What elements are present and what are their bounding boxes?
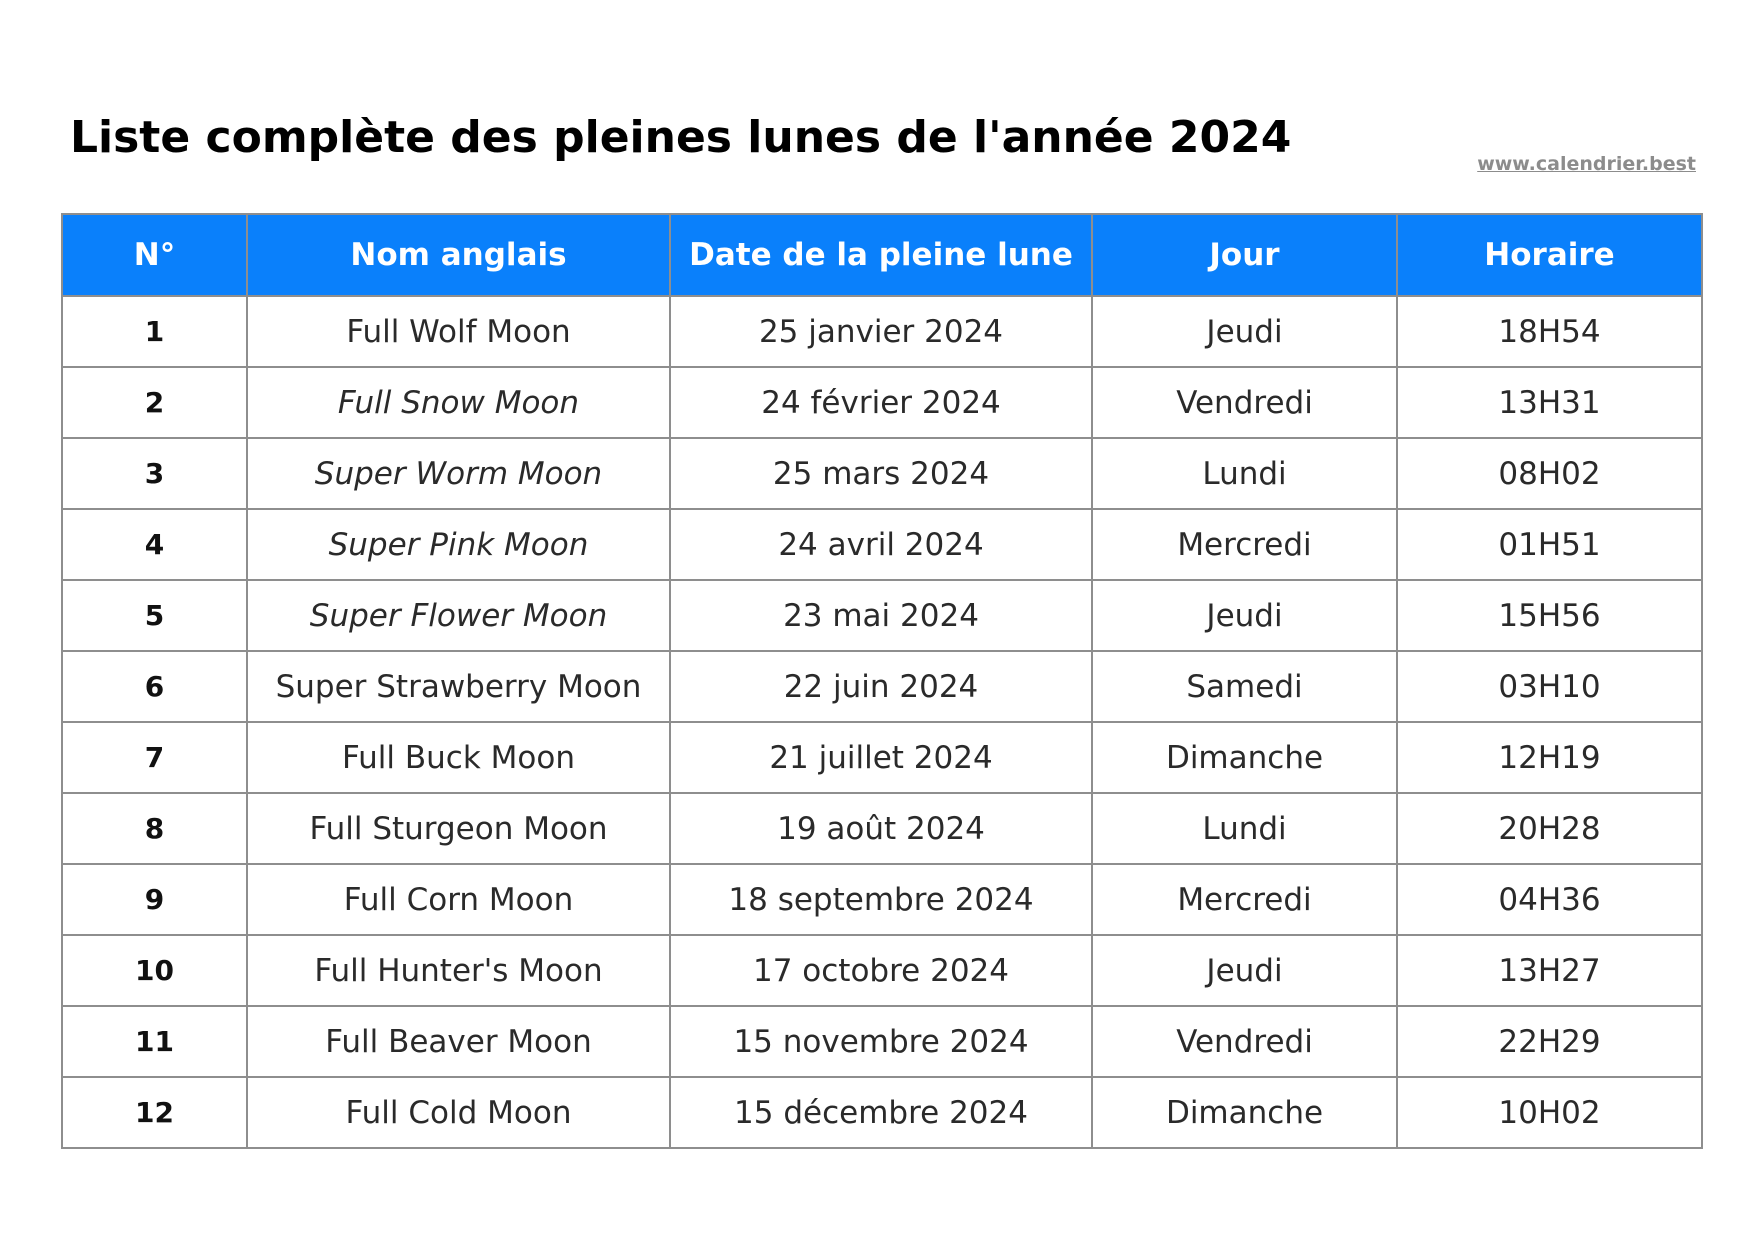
table-row	[62, 935, 1702, 1006]
table-row	[62, 651, 1702, 722]
column-header-full-moon-date: Date de la pleine lune	[670, 214, 1092, 296]
cell-time: 20H28	[1397, 793, 1702, 864]
cell-time: 10H02	[1397, 1077, 1702, 1148]
cell-day: Samedi	[1092, 651, 1397, 722]
cell-time: 18H54	[1397, 296, 1702, 367]
table-row	[62, 580, 1702, 651]
cell-number: 11	[62, 1006, 247, 1077]
cell-day: Dimanche	[1092, 1077, 1397, 1148]
cell-english-name: Full Beaver Moon	[247, 1006, 670, 1077]
cell-number: 1	[62, 296, 247, 367]
table-row	[62, 793, 1702, 864]
cell-full-moon-date: 19 août 2024	[670, 793, 1092, 864]
cell-time: 13H31	[1397, 367, 1702, 438]
table-body	[62, 296, 1702, 1148]
cell-day: Lundi	[1092, 438, 1397, 509]
cell-number: 12	[62, 1077, 247, 1148]
table-row	[62, 367, 1702, 438]
column-header-english-name: Nom anglais	[247, 214, 670, 296]
column-header-number: N°	[62, 214, 247, 296]
cell-english-name: Full Snow Moon	[247, 367, 670, 438]
cell-full-moon-date: 21 juillet 2024	[670, 722, 1092, 793]
cell-time: 12H19	[1397, 722, 1702, 793]
cell-number: 10	[62, 935, 247, 1006]
cell-full-moon-date: 25 janvier 2024	[670, 296, 1092, 367]
cell-time: 13H27	[1397, 935, 1702, 1006]
cell-english-name: Full Corn Moon	[247, 864, 670, 935]
table-row	[62, 438, 1702, 509]
cell-full-moon-date: 23 mai 2024	[670, 580, 1092, 651]
cell-number: 5	[62, 580, 247, 651]
cell-day: Vendredi	[1092, 1006, 1397, 1077]
table-row	[62, 296, 1702, 367]
cell-english-name: Super Pink Moon	[247, 509, 670, 580]
cell-day: Dimanche	[1092, 722, 1397, 793]
cell-time: 04H36	[1397, 864, 1702, 935]
cell-time: 01H51	[1397, 509, 1702, 580]
cell-english-name: Full Hunter's Moon	[247, 935, 670, 1006]
cell-number: 2	[62, 367, 247, 438]
cell-number: 3	[62, 438, 247, 509]
cell-day: Lundi	[1092, 793, 1397, 864]
table-row	[62, 722, 1702, 793]
cell-day: Jeudi	[1092, 935, 1397, 1006]
cell-number: 7	[62, 722, 247, 793]
cell-full-moon-date: 25 mars 2024	[670, 438, 1092, 509]
cell-day: Jeudi	[1092, 296, 1397, 367]
cell-full-moon-date: 17 octobre 2024	[670, 935, 1092, 1006]
cell-time: 15H56	[1397, 580, 1702, 651]
cell-time: 22H29	[1397, 1006, 1702, 1077]
page-title: Liste complète des pleines lunes de l'année 2024	[70, 112, 1292, 163]
cell-full-moon-date: 24 avril 2024	[670, 509, 1092, 580]
cell-full-moon-date: 24 février 2024	[670, 367, 1092, 438]
cell-day: Jeudi	[1092, 580, 1397, 651]
cell-number: 9	[62, 864, 247, 935]
cell-english-name: Super Worm Moon	[247, 438, 670, 509]
site-link[interactable]: www.calendrier.best	[1477, 153, 1696, 175]
header-row	[62, 214, 1702, 296]
cell-day: Mercredi	[1092, 509, 1397, 580]
table-row	[62, 1006, 1702, 1077]
cell-full-moon-date: 18 septembre 2024	[670, 864, 1092, 935]
full-moon-table	[61, 213, 1703, 1149]
cell-english-name: Super Flower Moon	[247, 580, 670, 651]
cell-time: 08H02	[1397, 438, 1702, 509]
cell-number: 4	[62, 509, 247, 580]
cell-full-moon-date: 22 juin 2024	[670, 651, 1092, 722]
cell-full-moon-date: 15 décembre 2024	[670, 1077, 1092, 1148]
column-header-day: Jour	[1092, 214, 1397, 296]
table-row	[62, 864, 1702, 935]
table-header	[62, 214, 1702, 296]
table-row	[62, 509, 1702, 580]
cell-english-name: Super Strawberry Moon	[247, 651, 670, 722]
column-header-time: Horaire	[1397, 214, 1702, 296]
cell-english-name: Full Wolf Moon	[247, 296, 670, 367]
cell-day: Vendredi	[1092, 367, 1397, 438]
cell-english-name: Full Sturgeon Moon	[247, 793, 670, 864]
cell-number: 6	[62, 651, 247, 722]
table-row	[62, 1077, 1702, 1148]
cell-english-name: Full Cold Moon	[247, 1077, 670, 1148]
cell-time: 03H10	[1397, 651, 1702, 722]
cell-english-name: Full Buck Moon	[247, 722, 670, 793]
cell-full-moon-date: 15 novembre 2024	[670, 1006, 1092, 1077]
cell-number: 8	[62, 793, 247, 864]
cell-day: Mercredi	[1092, 864, 1397, 935]
